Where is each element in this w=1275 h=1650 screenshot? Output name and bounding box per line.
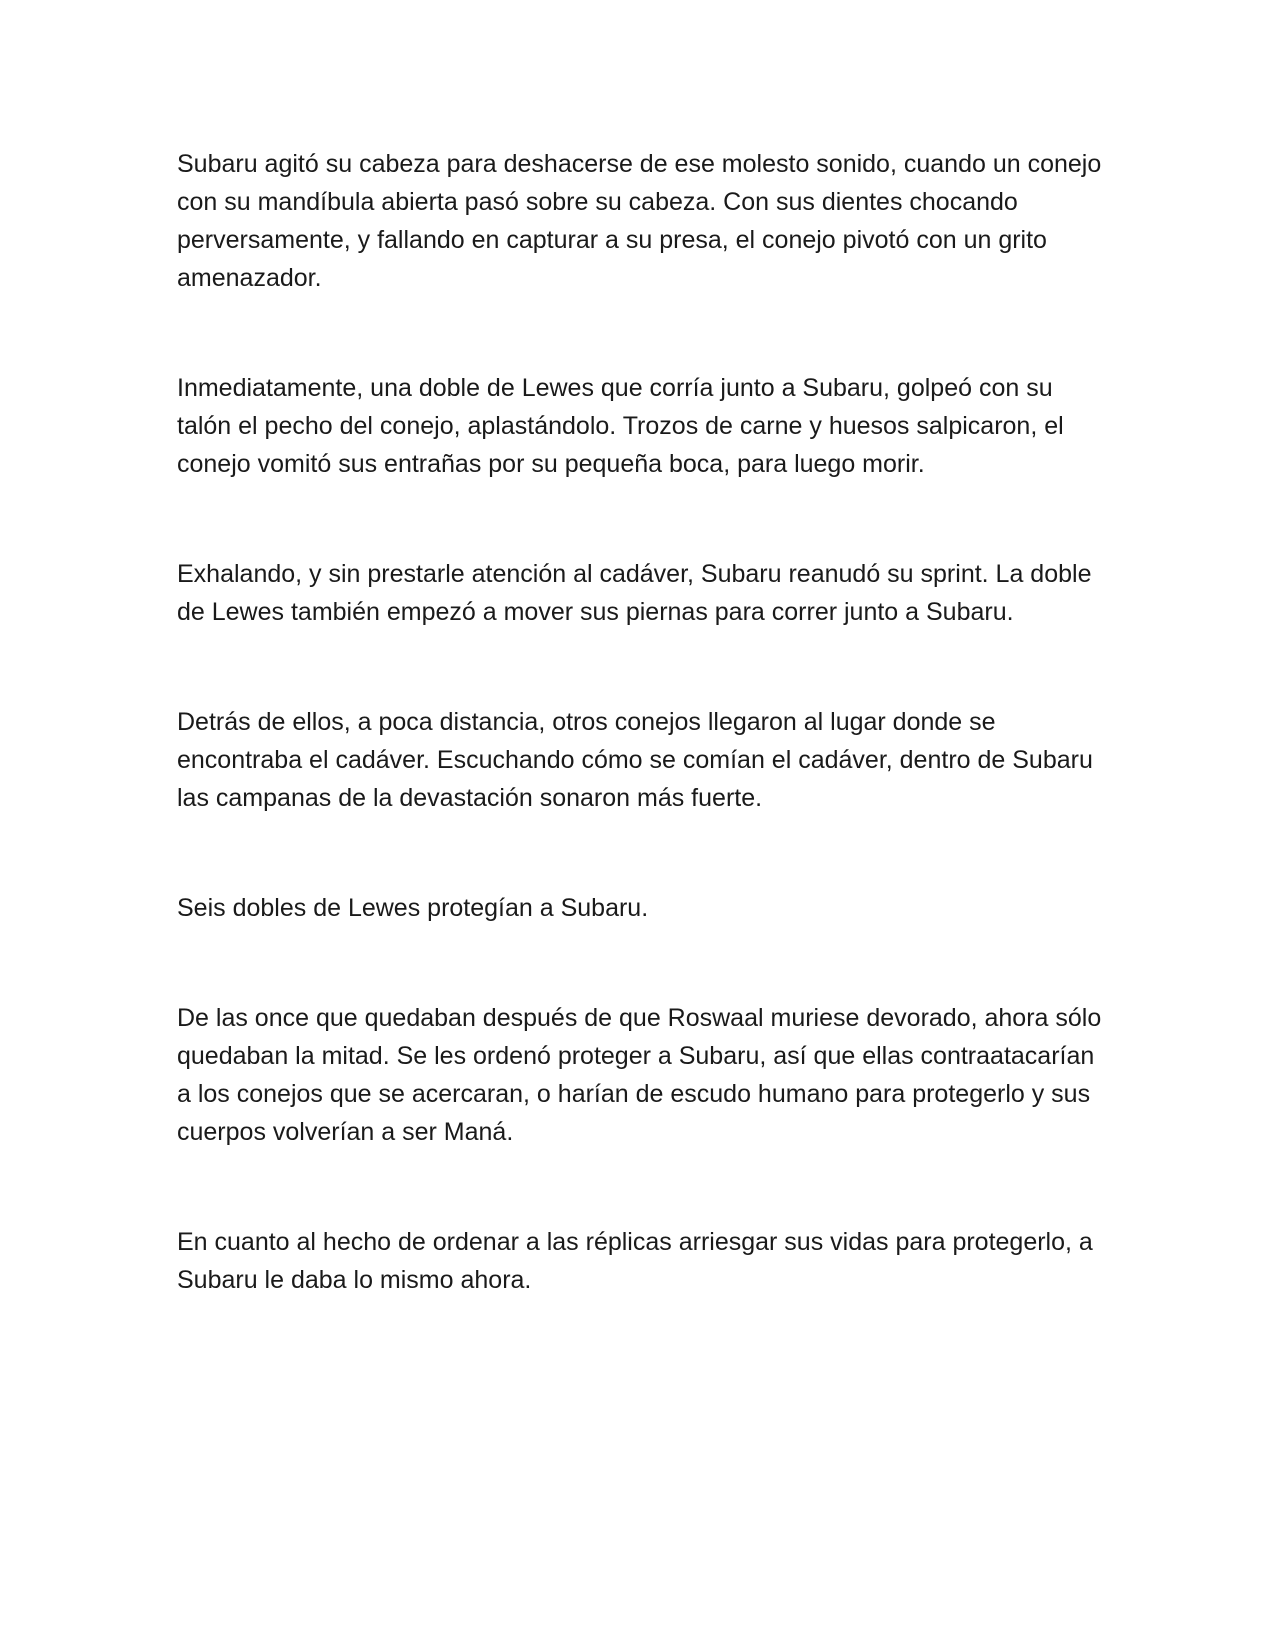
paragraph: Exhalando, y sin prestarle atención al cadáver, Subaru reanudó su sprint. La doble de Lewes también empezó a mover sus piernas para correr junto a Subaru. [177,560,1092,626]
paragraph: Detrás de ellos, a poca distancia, otros conejos llegaron al lugar donde se encontraba el cadáver. Escuchando cómo se comían el cadáver, dentro de Subaru las campanas de la devastación sonaron más fuerte. [177,708,1093,812]
paragraph: En cuanto al hecho de ordenar a las réplicas arriesgar sus vidas para protegerlo, a Subaru le daba lo mismo ahora. [177,1228,1093,1294]
paragraph: Inmediatamente, una doble de Lewes que corría junto a Subaru, golpeó con su talón el pecho del conejo, aplastándolo. Trozos de carne y huesos salpicaron, el conejo vomitó sus entrañas por su pequeña boca, para luego morir. [177,374,1064,478]
paragraph: De las once que quedaban después de que Roswaal muriese devorado, ahora sólo quedaban la mitad. Se les ordenó proteger a Subaru, así que ellas contraatacarían a los conejos que se acercaran, o harían de escudo humano para protegerlo y sus cuerpos volverían a ser Maná. [177,1004,1102,1146]
paragraph: Subaru agitó su cabeza para deshacerse de ese molesto sonido, cuando un conejo con su mandíbula abierta pasó sobre su cabeza. Con sus dientes chocando perversamente, y fallando en capturar a su presa, el conejo pivotó con un grito amenazador. [177,150,1102,292]
paragraph: Seis dobles de Lewes protegían a Subaru. [177,894,649,922]
document-body [177,145,1107,1299]
